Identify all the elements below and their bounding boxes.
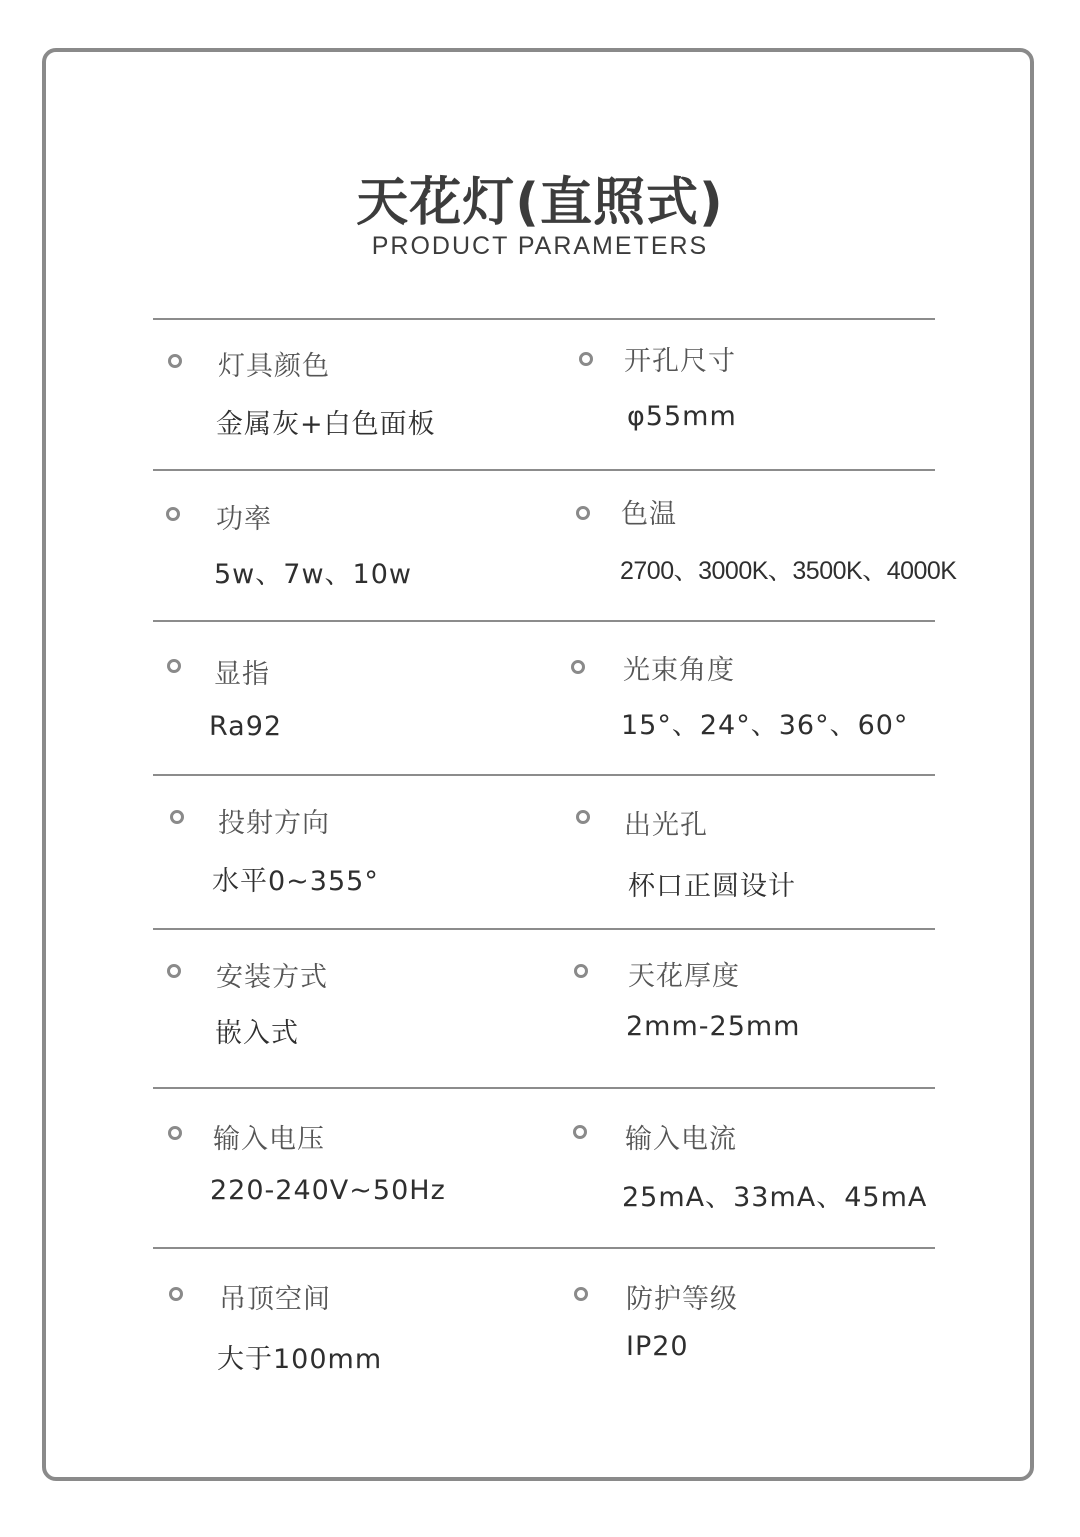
bullet-icon [170, 810, 184, 824]
param-value: 25mA、33mA、45mA [622, 1182, 928, 1213]
param-value: 金属灰+白色面板 [216, 409, 436, 440]
param-label: 功率 [216, 504, 272, 535]
param-label: 光束角度 [623, 655, 735, 686]
bullet-icon [167, 964, 181, 978]
bullet-icon [576, 506, 590, 520]
param-label: 输入电流 [625, 1124, 737, 1155]
param-value: φ55mm [627, 401, 737, 432]
row-divider [153, 620, 935, 622]
param-value: IP20 [626, 1331, 689, 1362]
param-label: 投射方向 [218, 808, 330, 839]
param-label: 显指 [214, 659, 270, 690]
bullet-icon [571, 660, 585, 674]
param-value: 5w、7w、10w [214, 559, 412, 590]
row-divider [153, 1247, 935, 1249]
bullet-icon [574, 964, 588, 978]
param-label: 吊顶空间 [219, 1284, 331, 1315]
bullet-icon [167, 659, 181, 673]
param-label: 防护等级 [626, 1284, 738, 1315]
param-label: 天花厚度 [628, 961, 740, 992]
param-label: 灯具颜色 [218, 351, 330, 382]
bullet-icon [576, 810, 590, 824]
row-divider [153, 1087, 935, 1089]
param-value: 杯口正圆设计 [628, 871, 796, 902]
bullet-icon [579, 352, 593, 366]
param-label: 出光孔 [624, 810, 708, 841]
row-divider [153, 774, 935, 776]
param-value: 嵌入式 [215, 1018, 299, 1049]
param-label: 安装方式 [216, 962, 328, 993]
page-title: 天花灯(直照式) [356, 173, 724, 233]
param-value: 2mm-25mm [626, 1011, 801, 1042]
param-value: 水平0~355° [212, 866, 379, 897]
bullet-icon [574, 1287, 588, 1301]
param-label: 色温 [621, 499, 677, 530]
card-frame [42, 48, 1034, 1481]
row-divider [153, 469, 935, 471]
param-value: 220-240V~50Hz [210, 1175, 446, 1206]
page-subtitle: PRODUCT PARAMETERS [371, 232, 709, 260]
param-value: 15°、24°、36°、60° [621, 710, 909, 741]
bullet-icon [169, 1287, 183, 1301]
param-value: 大于100mm [217, 1344, 383, 1375]
param-label: 输入电压 [213, 1124, 325, 1155]
row-divider [153, 928, 935, 930]
param-label: 开孔尺寸 [624, 346, 736, 377]
param-value: Ra92 [209, 711, 283, 742]
param-value: 2700、3000K、3500K、4000K [620, 557, 957, 585]
bullet-icon [573, 1125, 587, 1139]
row-divider [153, 318, 935, 320]
bullet-icon [166, 507, 180, 521]
bullet-icon [168, 354, 182, 368]
bullet-icon [168, 1126, 182, 1140]
